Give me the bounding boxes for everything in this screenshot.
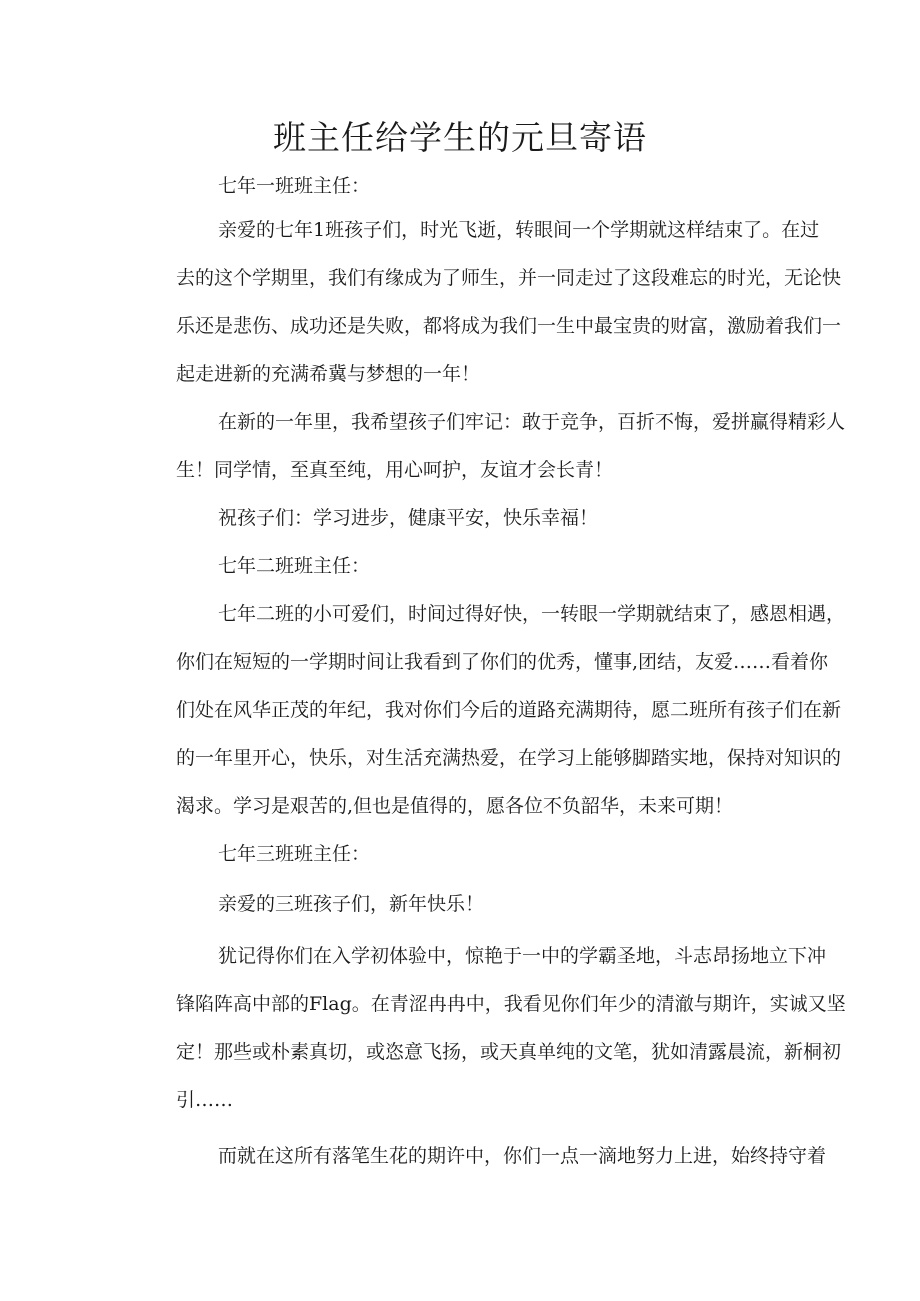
text-line: 生！同学情，至真至纯，用心呵护，友谊才会长青！	[176, 459, 614, 481]
text-line: 而就在这所有落笔生花的期许中，你们一点一滴地努力上进，始终持守着	[218, 1145, 827, 1167]
text-line: 们处在风华正茂的年纪，我对你们今后的道路充满期待，愿二班所有孩子们在新	[176, 699, 842, 721]
paragraph	[138, 398, 845, 494]
text-line: 祝孩子们：学习进步，健康平安，快乐幸福！	[218, 507, 599, 529]
text-line: 七年一班班主任：	[218, 175, 371, 197]
text-line: 你们在短短的一学期时间让我看到了你们的优秀，懂事,团结，友爱……看着你	[176, 651, 829, 673]
text-line: 引……	[176, 1089, 234, 1111]
paragraph	[138, 162, 370, 210]
text-line: 去的这个学期里，我们有缘成为了师生，并一同走过了这段难忘的时光，无论快	[176, 267, 842, 289]
text-line: 亲爱的三班孩子们，新年快乐！	[218, 893, 485, 915]
page-title: 班主任给学生的元旦寄语	[273, 118, 647, 157]
text-line: 渴求。学习是艰苦的,但也是值得的，愿各位不负韶华，未来可期！	[176, 795, 734, 817]
text-line: 亲爱的七年1班孩子们，时光飞逝，转眼间一个学期就这样结束了。在过	[218, 219, 820, 241]
paragraph	[138, 830, 370, 878]
paragraph	[138, 932, 846, 1124]
text-line: 乐还是悲伤、成功还是失败，都将成为我们一生中最宝贵的财富，激励着我们一	[176, 315, 842, 337]
text-line: 七年二班的小可爱们，时间过得好快，一转眼一学期就结束了，感恩相遇，	[218, 603, 846, 625]
text-line: 犹记得你们在入学初体验中，惊艳于一中的学霸圣地，斗志昂扬地立下冲	[218, 945, 827, 967]
text-line: 起走进新的充满希冀与梦想的一年！	[176, 363, 481, 385]
paragraph	[138, 590, 845, 830]
text-line: 定！那些或朴素真切，或恣意飞扬，或天真单纯的文笔，犹如清露晨流，新桐初	[176, 1041, 842, 1063]
paragraph	[138, 880, 484, 928]
text-line: 的一年里开心，快乐，对生活充满热爱，在学习上能够脚踏实地，保持对知识的	[176, 747, 842, 769]
text-line: 在新的一年里，我希望孩子们牢记：敢于竞争，百折不悔，爱拼赢得精彩人	[218, 411, 846, 433]
paragraph	[138, 1132, 826, 1180]
text-line: 锋陷阵高中部的Flag。在青涩冉冉中，我看见你们年少的清澈与期许，实诚又坚	[176, 993, 846, 1015]
paragraph	[138, 206, 841, 398]
text-line: 七年二班班主任：	[218, 555, 371, 577]
paragraph	[138, 494, 598, 542]
text-line: 七年三班班主任：	[218, 843, 371, 865]
paragraph	[138, 542, 370, 590]
